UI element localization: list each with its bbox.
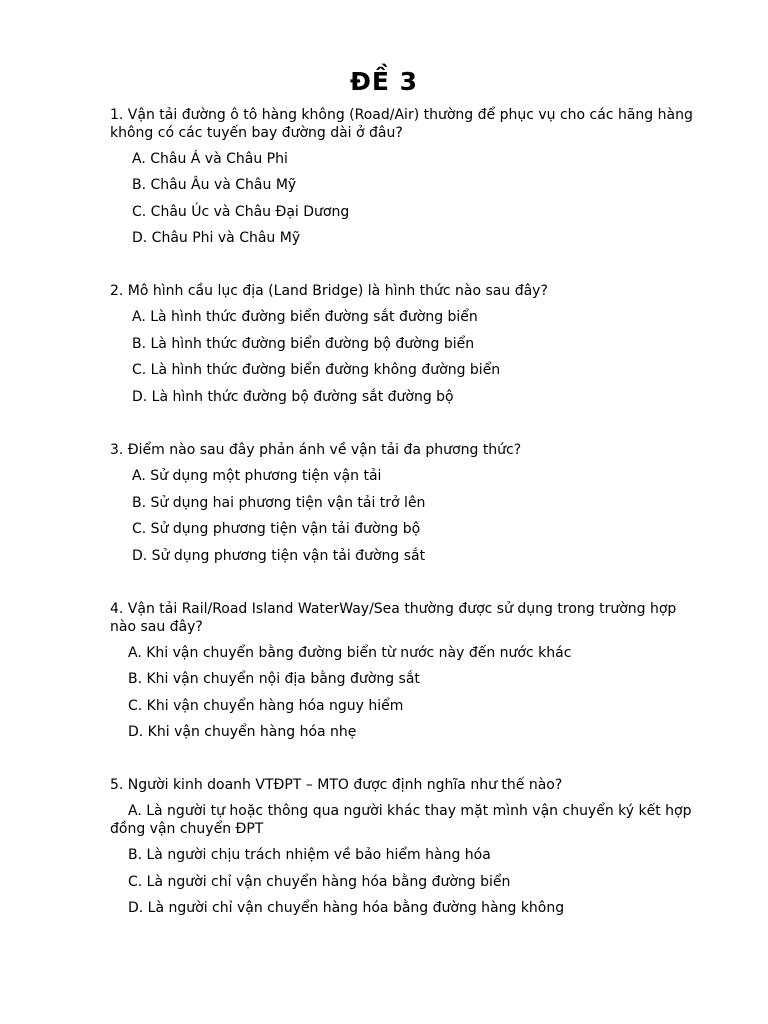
question-2 xyxy=(110,283,695,415)
option-b: B. Sử dụng hai phương tiện vận tải trở lên xyxy=(132,494,426,511)
option-a: A. Châu Á và Châu Phi xyxy=(132,150,288,167)
option-c: C. Châu Úc và Châu Đại Dương xyxy=(132,203,350,220)
option-a: A. Sử dụng một phương tiện vận tải xyxy=(132,468,382,484)
question-3 xyxy=(110,442,695,574)
option-d: D. Là hình thức đường bộ đường sắt đường bộ xyxy=(132,388,454,405)
option-a: A. Là người tự hoặc thông qua người khác thay mặt mình vận chuyển ký kết hợp đồng vận chuyển ĐPT xyxy=(110,803,692,837)
option-d: D. Sử dụng phương tiện vận tải đường sắt xyxy=(132,547,426,564)
question-1 xyxy=(110,107,695,257)
option-a: A. Khi vận chuyển bằng đường biển từ nước này đến nước khác xyxy=(128,644,572,661)
question-text: 2. Mô hình cầu lục địa (Land Bridge) là hình thức nào sau đây? xyxy=(110,283,548,299)
option-b: B. Khi vận chuyển nội địa bằng đường sắt xyxy=(128,671,420,687)
question-5 xyxy=(110,777,695,927)
page-title: ĐỀ 3 xyxy=(349,67,419,96)
option-b: B. Là hình thức đường biển đường bộ đường biển xyxy=(132,335,475,352)
option-c: C. Là hình thức đường biển đường không đường biển xyxy=(132,362,501,378)
question-text: 1. Vận tải đường ô tô hàng không (Road/Air) thường để phục vụ cho các hãng hàng không có các tuyến bay đường dài ở đâu? xyxy=(110,107,693,141)
option-d: D. Châu Phi và Châu Mỹ xyxy=(132,230,301,246)
question-text: 3. Điểm nào sau đây phản ánh về vận tải đa phương thức? xyxy=(110,442,522,458)
option-b: B. Là người chịu trách nhiệm về bảo hiểm hàng hóa xyxy=(128,847,491,863)
question-text: 5. Người kinh doanh VTĐPT – MTO được định nghĩa như thế nào? xyxy=(110,777,563,793)
option-b: B. Châu Âu và Châu Mỹ xyxy=(132,177,297,193)
option-c: C. Là người chỉ vận chuyển hàng hóa bằng đường biển xyxy=(128,873,511,890)
option-a: A. Là hình thức đường biển đường sắt đường biển xyxy=(132,309,478,325)
option-c: C. Sử dụng phương tiện vận tải đường bộ xyxy=(132,521,421,537)
question-text: 4. Vận tải Rail/Road Island WaterWay/Sea thường được sử dụng trong trường hợp nào sau đây? xyxy=(110,601,677,635)
option-d: D. Là người chỉ vận chuyển hàng hóa bằng đường hàng không xyxy=(128,900,565,916)
question-4 xyxy=(110,601,695,751)
option-d: D. Khi vận chuyển hàng hóa nhẹ xyxy=(128,724,357,740)
option-c: C. Khi vận chuyển hàng hóa nguy hiểm xyxy=(128,697,404,714)
